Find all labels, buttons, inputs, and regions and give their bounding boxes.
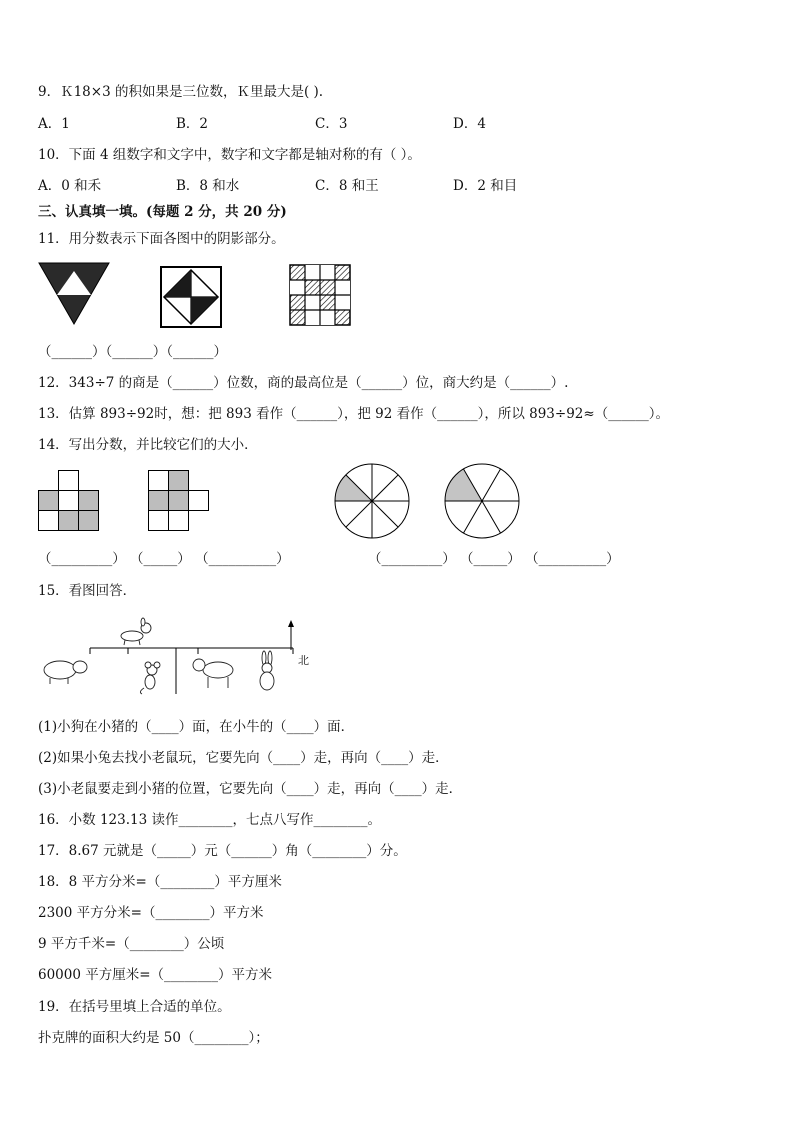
- q9-text: 9．Ｋ18×3 的积如果是三位数，Ｋ里最大是( ).: [38, 84, 324, 100]
- q10-text: 10．下面 4 组数字和文字中，数字和文字都是轴对称的有（ ）。: [38, 147, 421, 163]
- q11-grid-figure: [289, 264, 351, 326]
- q13-text: 13．估算 893÷92时，想：把 893 看作（______），把 92 看作（______），所以 893÷92≈（______）。: [38, 406, 669, 422]
- north-label: 北: [298, 654, 309, 667]
- q15-line-2: (2)如果小兔去找小老鼠玩，它要先向（____）走，再向（____）走．: [38, 750, 449, 766]
- q18-line-3: 9 平方千米=（________）公顷: [38, 936, 225, 952]
- q12-text: 12．343÷7 的商是（______）位数，商的最高位是（______）位，商大约是（______）.: [38, 375, 569, 391]
- mouse-icon: [140, 662, 160, 694]
- section-3-title: 三、认真填一填。(每题 2 分，共 20 分): [38, 204, 287, 220]
- q15-line-1: (1)小狗在小猪的（____）面，在小牛的（____）面．: [38, 719, 355, 735]
- q9-option-b: B．2: [176, 116, 209, 132]
- q17-text: 17．8.67 元就是（_____）元（______）角（________）分。: [38, 843, 407, 859]
- pig-icon: [44, 661, 87, 684]
- q14-answer-blanks-left: （_________） （_____） （__________）: [38, 551, 290, 567]
- q15-map-figure: [38, 610, 318, 696]
- q18-line-2: 2300 平方分米=（________）平方米: [38, 905, 264, 921]
- q10-option-c: C．8 和王: [315, 178, 379, 194]
- q10-option-b: B．8 和水: [176, 178, 240, 194]
- q16-text: 16．小数 123.13 读作________，七点八写作________。: [38, 812, 381, 828]
- q9-option-a: A．1: [38, 116, 70, 132]
- q10-option-d: D．2 和目: [453, 178, 518, 194]
- q11-square-figure: [160, 266, 222, 328]
- q9-option-d: D．4: [453, 116, 486, 132]
- q19-text: 19．在括号里填上合适的单位。: [38, 999, 231, 1015]
- cow-icon: [193, 659, 233, 688]
- q14-shape-b: [148, 470, 210, 532]
- q11-text: 11．用分数表示下面各图中的阴影部分。: [38, 231, 285, 247]
- q14-shape-a: [38, 470, 100, 532]
- q14-answer-blanks-right: （_________） （_____） （__________）: [368, 551, 620, 567]
- q14-circle-eighths: [334, 463, 410, 539]
- q15-line-3: (3)小老鼠要走到小猪的位置，它要先向（____）走，再向（____）走．: [38, 781, 463, 797]
- q18-line-4: 60000 平方厘米=（________）平方米: [38, 967, 273, 983]
- dog-icon: [121, 618, 151, 645]
- q11-triangle-figure: [38, 262, 110, 326]
- q14-text: 14．写出分数，并比较它们的大小．: [38, 437, 258, 453]
- q15-text: 15．看图回答．: [38, 583, 137, 599]
- q9-option-c: C．3: [315, 116, 348, 132]
- q11-answer-blanks: （______）（______）（______）: [38, 344, 227, 360]
- q14-circle-sixths: [444, 463, 520, 539]
- q19-line-1: 扑克牌的面积大约是 50（________）；: [38, 1030, 269, 1046]
- q18-line-1: 18．8 平方分米=（________）平方厘米: [38, 874, 282, 890]
- rabbit-icon: [260, 651, 274, 690]
- q10-option-a: A．0 和禾: [38, 178, 102, 194]
